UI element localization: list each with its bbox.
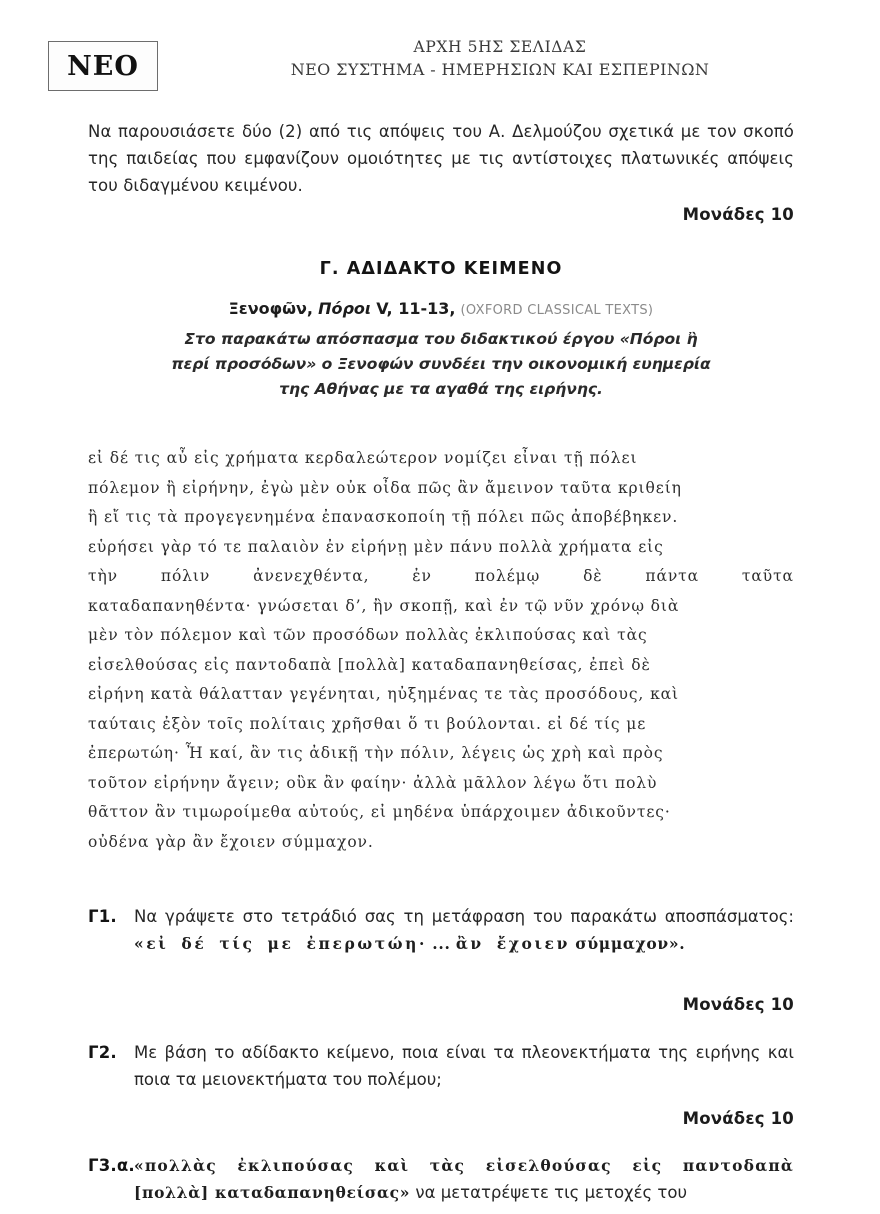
source-intro-text xyxy=(88,327,794,402)
passage-line-justified xyxy=(88,562,794,592)
question-g1-quote-part3: σύμμαχον». xyxy=(575,934,686,953)
question-g1-quote-ellipsis: ... xyxy=(432,934,451,953)
source-intro-line-1: Στο παρακάτω απόσπασμα του διδακτικού έργου «Πόροι ἢ xyxy=(184,330,698,348)
passage-line: οὐδένα γὰρ ἂν ἔχοιεν σύμμαχον. xyxy=(88,832,374,851)
question-g1 xyxy=(88,903,794,957)
source-citation-line xyxy=(88,297,794,323)
header-line-system: ΝΕΟ ΣΥΣΤΗΜΑ - ΗΜΕΡΗΣΙΩΝ ΚΑΙ ΕΣΠΕΡΙΝΩΝ xyxy=(290,60,710,80)
passage-word: τὴν xyxy=(88,567,118,585)
question-g1-marks: Μονάδες 10 xyxy=(682,995,794,1014)
question-g2 xyxy=(88,1039,794,1093)
passage-line: ἢ εἴ τις τὰ προγεγενημένα ἐπανασκοποίη τῇ πόλει πῶς ἀποβέβηκεν. xyxy=(88,508,679,526)
question-g2-label: Γ2. xyxy=(88,1043,117,1062)
source-intro-line-3: της Αθήνας με τα αγαθά της ειρήνης. xyxy=(279,380,603,398)
passage-line: ταύταις ἐξὸν τοῖς πολίταις χρῆσθαι ὅ τι βούλονται. εἰ δέ τίς με xyxy=(88,714,647,733)
passage-line: εἰ δέ τις αὖ εἰς χρήματα κερδαλεώτερον νομίζει εἶναι τῇ πόλει xyxy=(88,449,638,467)
passage-word: πολέμῳ xyxy=(474,567,541,585)
source-intro-line-2: περί προσόδων» ο Ξενοφών συνδέει την οικονομική ευημερία xyxy=(171,355,711,373)
passage-word: ἐν xyxy=(412,567,432,585)
intro-marks: Μονάδες 10 xyxy=(682,205,794,224)
passage-word: πόλιν xyxy=(160,567,211,585)
question-g2-marks: Μονάδες 10 xyxy=(682,1109,794,1128)
question-g3-text: να μετατρέψετε τις μετοχές του xyxy=(415,1183,688,1202)
question-g3-quote-line1: «πολλὰς ἐκλιπούσας καὶ τὰς εἰσελθούσας εἰς παντοδαπὰ xyxy=(134,1156,794,1175)
source-edition: (OXFORD CLASSICAL TEXTS) xyxy=(460,303,654,318)
question-g1-label: Γ1. xyxy=(88,907,117,926)
question-g1-quote-part2: ἂν ἔχοιεν xyxy=(455,934,570,953)
passage-line: εἰρήνη κατὰ θάλατταν γεγένηται, ηὐξημένας τε τὰς προσόδους, καὶ xyxy=(88,685,680,703)
question-g1-body xyxy=(134,903,794,957)
passage-line: ἐπερωτώη· Ἦ καί, ἂν τις ἀδικῇ τὴν πόλιν, λέγεις ὡς χρὴ καὶ πρὸς xyxy=(88,744,664,762)
header-title-block xyxy=(190,36,810,82)
neo-badge xyxy=(48,41,158,91)
passage-line: πόλεμον ἢ εἰρήνην, ἐγὼ μὲν οὐκ οἶδα πῶς ἂν ἄμεινον ταῦτα κριθείη xyxy=(88,478,682,497)
source-reference: V, 11-13, xyxy=(376,299,456,318)
greek-passage xyxy=(88,444,794,857)
passage-line: μὲν τὸν πόλεμον καὶ τῶν προσόδων πολλὰς ἐκλιπούσας καὶ τὰς xyxy=(88,626,648,644)
source-author: Ξενοφῶν, xyxy=(228,299,313,318)
question-g3 xyxy=(88,1152,794,1206)
question-g2-body: Με βάση το αδίδακτο κείμενο, ποια είναι τα πλεονεκτήματα της ειρήνης και ποια τα μειονεκτήματα του πολέμου; xyxy=(134,1043,794,1089)
passage-word: πάντα xyxy=(645,567,700,585)
question-g1-text: Να γράψετε στο τετράδιό σας τη μετάφραση του παρακάτω αποσπάσματος: xyxy=(134,907,794,926)
passage-line: εὑρήσει γὰρ τό τε παλαιὸν ἐν εἰρήνῃ μὲν πάνυ πολλὰ χρήματα εἰς xyxy=(88,537,664,556)
header-line-page: ΑΡΧΗ 5ΗΣ ΣΕΛΙΔΑΣ xyxy=(413,38,587,56)
question-g3-quote-line2: [πολλὰ] καταδαπανηθείσας» xyxy=(134,1183,411,1202)
question-g1-quote-part1: «εἰ δέ τίς με ἐπερωτώη· xyxy=(134,934,428,953)
passage-word: δὲ xyxy=(583,567,603,585)
source-attribution xyxy=(88,297,794,402)
passage-line: θᾶττον ἂν τιμωροίμεθα αὐτούς, εἰ μηδένα ὑπάρχοιμεν ἀδικοῦντες· xyxy=(88,803,671,821)
intro-paragraph: Να παρουσιάσετε δύο (2) από τις απόψεις του Α. Δελμούζου σχετικά με τον σκοπό της παιδείας που εμφανίζουν ομοιότητες με τις αντίστοιχες πλατωνικές απόψεις του διδαγμένου κειμένου. xyxy=(88,122,794,195)
source-work-title: Πόροι xyxy=(318,299,372,318)
passage-line: καταδαπανηθέντα· γνώσεται δ’, ἢν σκοπῇ, καὶ ἐν τῷ νῦν χρόνῳ διὰ xyxy=(88,596,680,615)
question-g3-label: Γ3.α. xyxy=(88,1156,135,1175)
passage-line: τοῦτον εἰρήνην ἄγειν; οὒκ ἂν φαίην· ἀλλὰ μᾶλλον λέγω ὅτι πολὺ xyxy=(88,773,658,792)
neo-badge-label: ΝΕΟ xyxy=(67,50,139,82)
passage-line: εἰσελθούσας εἰς παντοδαπὰ [πολλὰ] καταδαπανηθείσας, ἐπεὶ δὲ xyxy=(88,655,651,674)
passage-word: ἀνενεχθέντα, xyxy=(253,567,370,585)
page-header xyxy=(0,36,880,98)
question-g3-body xyxy=(134,1152,794,1206)
passage-word: ταῦτα xyxy=(741,567,794,585)
section-title: Γ. ΑΔΙΔΑΚΤΟ ΚΕΙΜΕΝΟ xyxy=(319,259,563,279)
